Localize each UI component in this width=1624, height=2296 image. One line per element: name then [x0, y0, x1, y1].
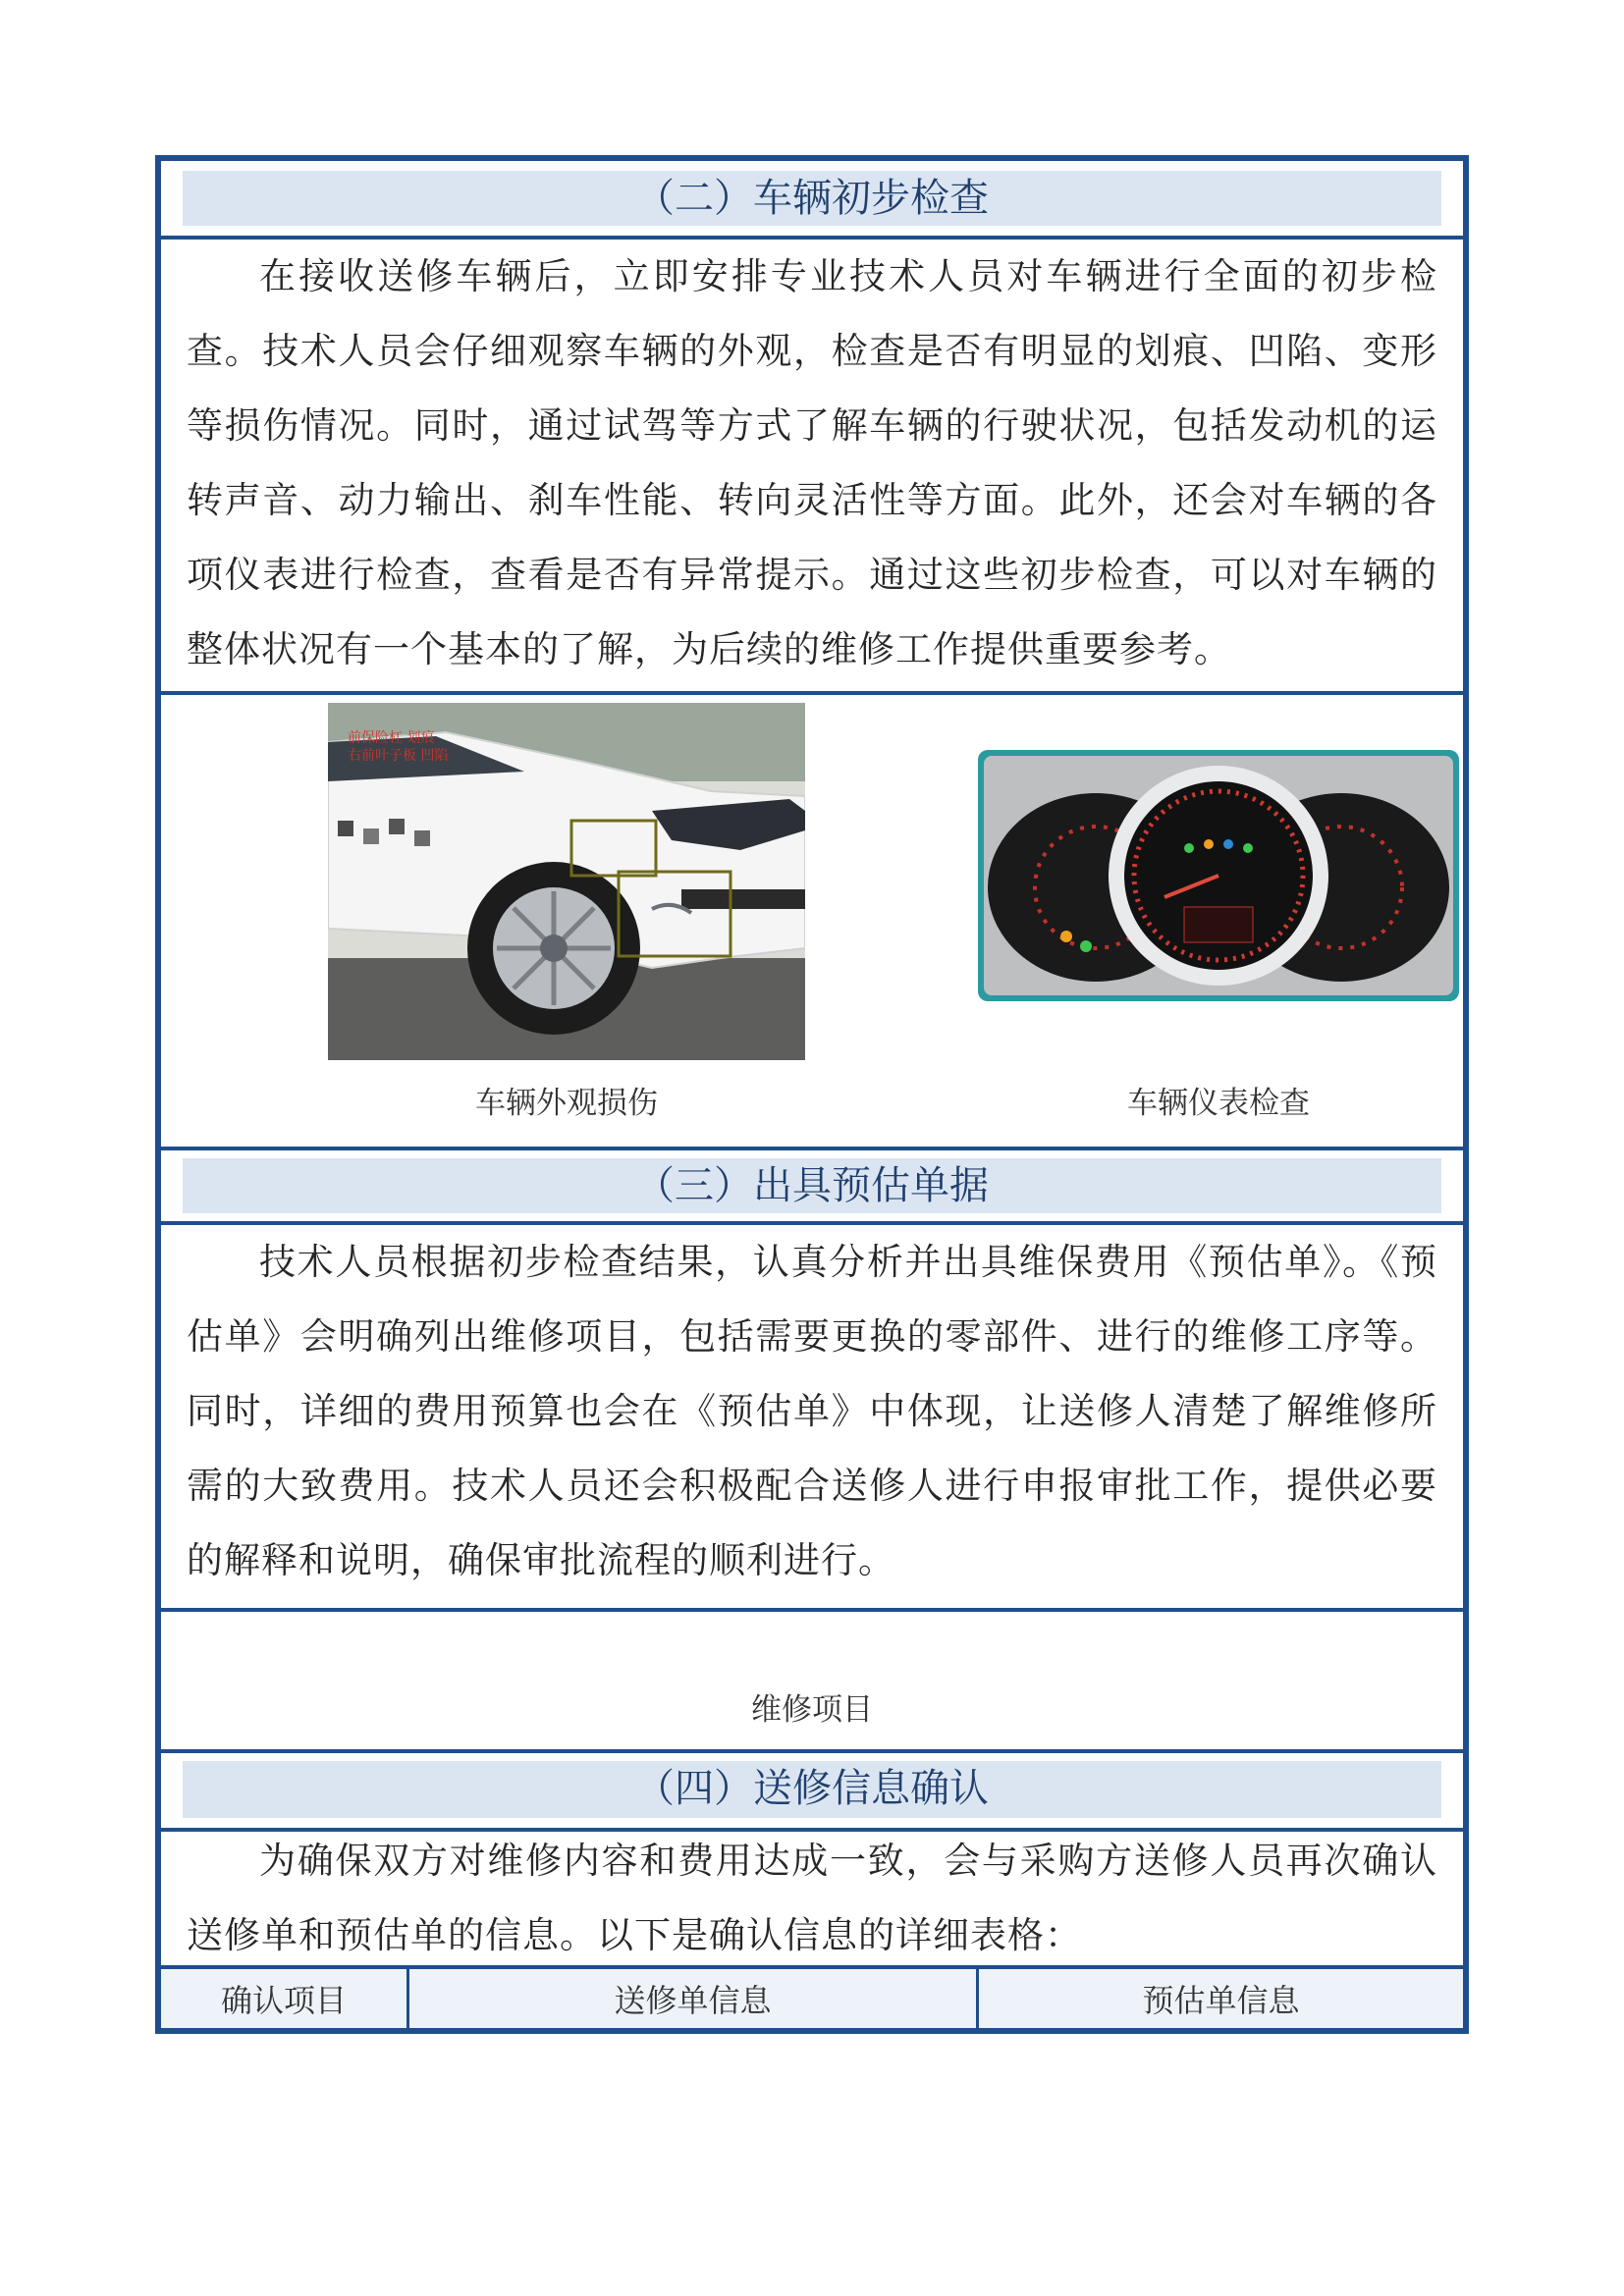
section-heading: （三）出具预估单据 [183, 1158, 1441, 1213]
paragraph: 在接收送修车辆后，立即安排专业技术人员对车辆进行全面的初步检查。技术人员会仔细观察车辆的外观，检查是否有明显的划痕、凹陷、变形等损伤情况。同时，通过试驾等方式了解车辆的行驶状况，包括发动机的运转声音、动力输出、刹车性能、转向灵活性等方面。此外，还会对车辆的各项仪表进行检查，查看是否有异常提示。通过这些初步检查，可以对车辆的整体状况有一个基本的了解，为后续的维修工作提供重要参考。 [187, 255, 1437, 670]
confirm-table-header [161, 1969, 1463, 2028]
section-confirm-heading-row [161, 1753, 1463, 1828]
table-header-cell: 送修单信息 [614, 1982, 772, 2019]
svg-text:前保险杠 划痕: 前保险杠 划痕 [348, 730, 435, 746]
figure-caption: 车辆外观损伤 [475, 1086, 658, 1121]
figure-caption: 维修项目 [751, 1692, 873, 1728]
repair-items-figure [161, 1612, 1463, 1749]
document-frame [155, 155, 1469, 2034]
section-estimate-heading-row [161, 1150, 1463, 1221]
section-confirm-body [161, 1832, 1463, 1965]
paragraph: 为确保双方对维修内容和费用达成一致，会与采购方送修人员再次确认送修单和预估单的信息。以下是确认信息的详细表格： [187, 1840, 1437, 1956]
section-inspection-body [161, 240, 1463, 691]
figure-row [161, 695, 1463, 1147]
dashboard-gauge-photo [978, 750, 1459, 1001]
section-heading: （四）送修信息确认 [183, 1761, 1441, 1818]
paragraph: 技术人员根据初步检查结果，认真分析并出具维保费用《预估单》。《预估单》会明确列出维修项目，包括需要更换的零部件、进行的维修工序等。同时，详细的费用预算也会在《预估单》中体现，让送修人清楚了解维修所需的大致费用。技术人员还会积极配合送修人进行申报审批工作，提供必要的解释和说明，确保审批流程的顺利进行。 [187, 1241, 1437, 1581]
table-header-cell: 预估单信息 [1142, 1982, 1300, 2019]
svg-text:右前叶子板 凹陷: 右前叶子板 凹陷 [348, 748, 449, 764]
section-heading: （二）车辆初步检查 [183, 171, 1441, 226]
section-estimate-body [161, 1225, 1463, 1608]
car-damage-photo [328, 703, 805, 1060]
table-header-cell: 确认项目 [220, 1982, 347, 2019]
section-inspection-heading-row [161, 161, 1463, 236]
figure-caption: 车辆仪表检查 [1127, 1086, 1310, 1121]
